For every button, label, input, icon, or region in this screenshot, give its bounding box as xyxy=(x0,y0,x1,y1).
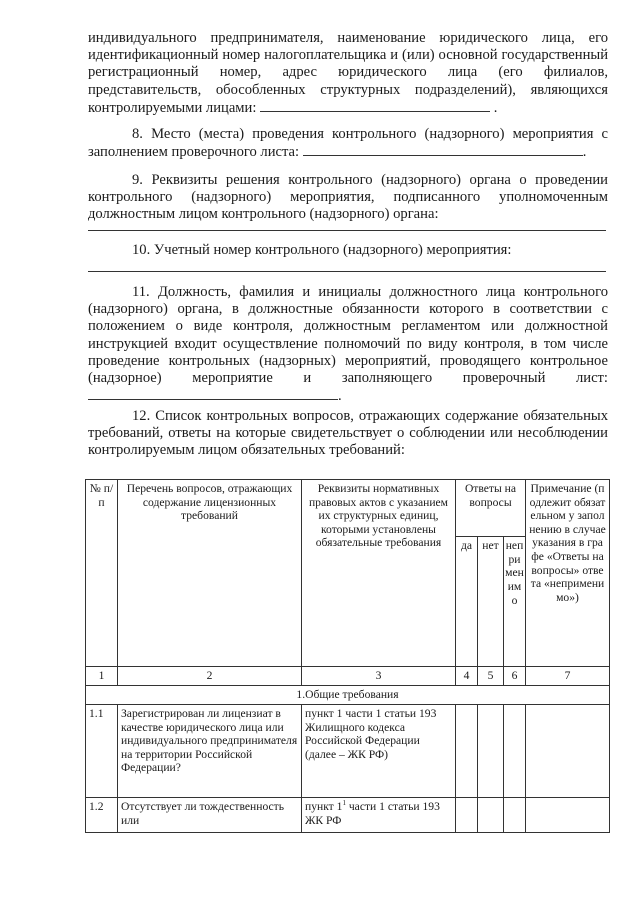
item-11-text: 11. Должность, фамилия и инициалы должностного лица контрольного (надзорного) органа, в должностные обязанности которого в соответствии с положением о виде контроля, должностным регламентом или должностной инструкцией входит осуществление полномочий по виду контроля, в том числе проведение контрольных (надзорных) мероприятий, проводящего контрольное (надзорное) мероприятие и заполняющего проверочный лист: xyxy=(88,284,608,387)
input-blank xyxy=(303,143,583,156)
column-number: 1 xyxy=(86,667,118,686)
row-question: Отсутствует ли тождественность или xyxy=(118,798,302,833)
section-row xyxy=(86,686,610,705)
row-requisite: пункт 1 части 1 статьи 193 Жилищного кодекса Российской Федерации (далее – ЖК РФ) xyxy=(302,705,456,798)
intro-paragraph: индивидуального предпринимателя, наименование юридического лица, его идентификационный номер налогоплательщика и (или) основной государственный регистрационный номер, адрес юридического лица (его филиалов, представительств, обособленных структурных подразделений), являющихся контролируемыми лицами: . xyxy=(88,30,608,116)
requisite-prefix: пункт 1 xyxy=(305,800,343,813)
requisite-suffix: части 1 статьи 193 ЖК РФ xyxy=(305,800,440,827)
column-number: 6 xyxy=(504,667,526,686)
answer-yes-cell xyxy=(456,705,478,798)
column-number: 7 xyxy=(526,667,610,686)
section-title: 1.Общие требования xyxy=(86,686,610,705)
intro-text: индивидуального предпринимателя, наименование юридического лица, его идентификационный номер налогоплательщика и (или) основной государственный регистрационный номер, адрес юридического лица (его филиалов, представительств, обособленных структурных подразделений), являющихся контролируемыми лицами: xyxy=(88,30,608,116)
input-blank xyxy=(88,387,338,400)
row-num: 1.1 xyxy=(86,705,118,798)
table-row xyxy=(86,798,610,833)
item-8-paragraph: 8. Место (места) проведения контрольного (надзорного) мероприятия с заполнением проверочного листа: . xyxy=(88,126,608,161)
header-answers: Ответы на вопросы xyxy=(456,480,526,537)
item-8-text: 8. Место (места) проведения контрольного (надзорного) мероприятия с заполнением проверочного листа: xyxy=(88,126,608,161)
note-cell xyxy=(526,705,610,798)
answer-yes-cell xyxy=(456,798,478,833)
item-12-text: 12. Список контрольных вопросов, отражающих содержание обязательных требований, ответы на которые свидетельствует о соблюдении или несоблюдении контролируемым лицом обязательных требований: xyxy=(88,408,608,459)
table-row xyxy=(86,705,610,798)
header-na: неприменимо xyxy=(504,537,526,667)
answer-na-cell xyxy=(504,705,526,798)
item-10-text: 10. Учетный номер контрольного (надзорного) мероприятия: xyxy=(132,242,512,258)
header-requisites: Реквизиты нормативных правовых актов с указанием их структурных единиц, которыми установлены обязательные требования xyxy=(302,480,456,667)
item-12-paragraph xyxy=(88,408,608,460)
header-note: Примечание (подлежит обязательном у заполнению в случае указания в графе «Ответы на вопросы» ответа «неприменимо») xyxy=(526,480,610,667)
item-9-text: 9. Реквизиты решения контрольного (надзорного) органа о проведении контрольного (надзорного) мероприятия, подписанного уполномоченным должностным лицом контрольного (надзорного) органа: xyxy=(88,172,608,223)
input-line xyxy=(88,271,606,272)
header-num: № п/п xyxy=(86,480,118,667)
column-number: 5 xyxy=(478,667,504,686)
row-question: Зарегистрирован ли лицензиат в качестве юридического лица или индивидуального предпринимателя на территории Российской Федерации? xyxy=(118,705,302,798)
column-number: 3 xyxy=(302,667,456,686)
header-questions: Перечень вопросов, отражающих содержание лицензионных требований xyxy=(118,480,302,667)
requisite-superscript: 1 xyxy=(342,799,346,808)
note-cell xyxy=(526,798,610,833)
input-line xyxy=(88,230,606,231)
row-num: 1.2 xyxy=(86,798,118,833)
requirements-table xyxy=(85,479,610,833)
answer-na-cell xyxy=(504,798,526,833)
input-blank xyxy=(260,99,490,112)
answer-no-cell xyxy=(478,798,504,833)
answer-no-cell xyxy=(478,705,504,798)
column-number: 4 xyxy=(456,667,478,686)
item-9-paragraph xyxy=(88,172,608,224)
item-11-paragraph: 11. Должность, фамилия и инициалы должностного лица контрольного (надзорного) органа, в должностные обязанности которого в соответствии с положением о виде контроля, должностным регламентом или должностной инструкцией входит осуществление полномочий по виду контроля, в том числе проведение контрольных (надзорных) мероприятий, проводящего контрольное (надзорное) мероприятие и заполняющего проверочный лист: . xyxy=(88,284,608,405)
header-no: нет xyxy=(478,537,504,667)
table-header-row xyxy=(86,480,610,537)
row-requisite xyxy=(302,798,456,833)
item-10-paragraph xyxy=(88,242,608,259)
header-yes: да xyxy=(456,537,478,667)
column-number-row xyxy=(86,667,610,686)
column-number: 2 xyxy=(118,667,302,686)
